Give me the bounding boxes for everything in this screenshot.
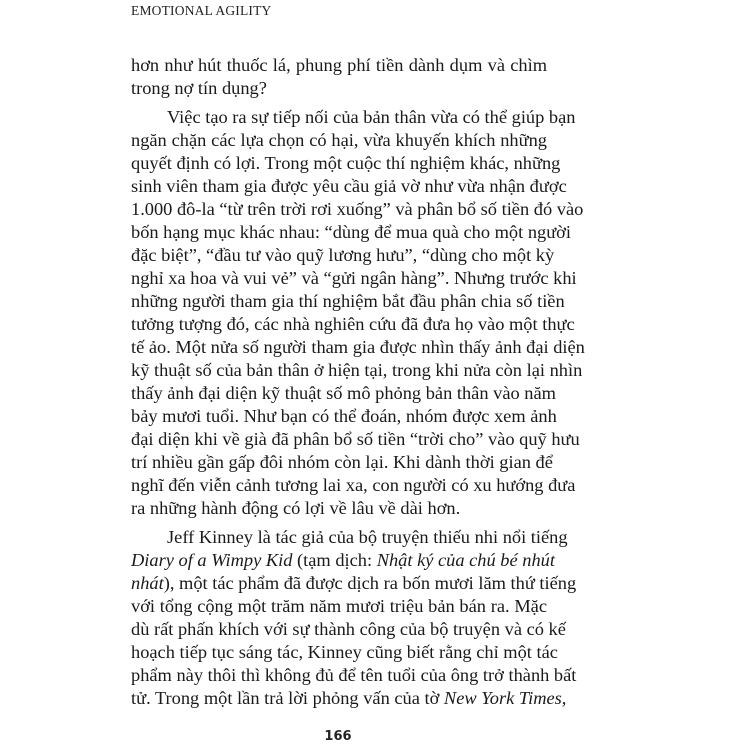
paragraph xyxy=(131,106,585,520)
text-line xyxy=(131,198,584,221)
text-line xyxy=(131,290,565,313)
text-line xyxy=(131,428,580,451)
text-segment: trong nợ tín dụng? xyxy=(131,78,267,98)
text-segment: ra những hành động có lợi về lâu về dài hơn. xyxy=(131,498,461,518)
text-segment: với tổng cộng một trăm năm mươi triệu bản bán ra. Mặc xyxy=(131,596,547,616)
italic-text: New York Times xyxy=(443,688,562,708)
italic-text: nhát xyxy=(131,573,164,593)
text-line xyxy=(131,54,547,77)
text-segment: Việc tạo ra sự tiếp nối của bản thân vừa có thể giúp bạn xyxy=(167,107,576,127)
text-line xyxy=(131,549,555,572)
text-segment: (tạm dịch: xyxy=(292,550,377,570)
paragraph xyxy=(131,526,577,710)
text-segment: bốn hạng mục khác nhau: “dùng để mua quà cho một người xyxy=(131,222,572,242)
text-segment: phẩm này thôi thì không đủ để tên tuổi của ông trở thành bất xyxy=(131,665,577,685)
text-segment: tử. Trong một lần trả lời phỏng vấn của tờ xyxy=(131,688,444,708)
text-segment: tưởng tượng đó, các nhà nghiên cứu đã đưa họ vào một thực xyxy=(131,314,575,334)
text-segment: Jeff Kinney là tác giả của bộ truyện thiếu nhi nổi tiếng xyxy=(167,527,568,547)
text-segment: ), một tác phẩm đã được dịch ra bốn mươi lăm thứ tiếng xyxy=(163,573,577,593)
text-segment: hoạch tiếp tục sáng tác, Kinney cũng biết rằng chỉ một tác xyxy=(131,642,558,662)
text-line xyxy=(131,106,576,129)
text-segment: nghỉ xa hoa và vui vẻ” và “gửi ngân hàng”. Nhưng trước khi xyxy=(131,268,577,288)
text-segment: ngăn chặn các lựa chọn có hại, vừa khuyến khích những xyxy=(131,130,547,150)
running-header: EMOTIONAL AGILITY xyxy=(131,3,272,18)
italic-text: Nhật ký của chú bé nhút xyxy=(376,550,555,570)
text-line xyxy=(131,526,568,549)
text-line xyxy=(131,267,577,290)
text-line xyxy=(131,221,572,244)
text-segment: thấy ảnh đại diện kỹ thuật số mô phỏng bản thân vào năm xyxy=(131,383,556,403)
text-segment: trí nhiều gần gấp đôi nhóm còn lại. Khi dành thời gian để xyxy=(131,452,553,472)
text-line xyxy=(131,77,547,100)
text-line xyxy=(131,244,555,267)
text-line xyxy=(131,336,585,359)
text-line xyxy=(131,595,547,618)
text-segment: đặc biệt”, “đầu tư vào quỹ lương hưu”, “dùng cho một kỳ xyxy=(131,245,555,265)
italic-text: Diary of a Wimpy Kid xyxy=(131,550,293,570)
text-segment: bảy mươi tuổi. Như bạn có thể đoán, nhóm được xem ảnh xyxy=(131,406,557,426)
text-segment: tế ảo. Một nửa số người tham gia được nhìn thấy ảnh đại diện xyxy=(131,337,585,357)
text-line xyxy=(131,664,577,687)
text-line xyxy=(131,313,575,336)
text-line xyxy=(131,175,567,198)
text-line xyxy=(131,618,566,641)
text-line xyxy=(131,572,577,595)
text-segment: dù rất phấn khích với sự thành công của bộ truyện và có kế xyxy=(131,619,566,639)
text-segment: nghĩ đến viễn cảnh tương lai xa, con người có xu hướng đưa xyxy=(131,475,576,495)
text-line xyxy=(131,497,547,520)
text-line xyxy=(131,382,556,405)
text-line xyxy=(131,129,547,152)
text-line xyxy=(131,451,553,474)
text-line xyxy=(131,687,567,710)
text-line xyxy=(131,359,583,382)
text-segment: hơn như hút thuốc lá, phung phí tiền dành dụm và chìm xyxy=(131,55,547,75)
paragraph xyxy=(131,54,547,100)
text-line xyxy=(131,641,558,664)
page-body xyxy=(131,54,585,716)
text-segment: đại diện khi về già đã phân bổ số tiền “trời cho” vào quỹ hưu xyxy=(131,429,580,449)
text-segment: sinh viên tham gia được yêu cầu giả vờ như vừa nhận được xyxy=(131,176,567,196)
text-segment: 1.000 đô-la “từ trên trời rơi xuống” và phân bổ số tiền đó vào xyxy=(131,199,584,219)
text-line xyxy=(131,474,576,497)
text-segment: kỹ thuật số của bản thân ở hiện tại, trong khi nửa còn lại nhìn xyxy=(131,360,583,380)
text-segment: những người tham gia thí nghiệm bắt đầu phân chia số tiền xyxy=(131,291,565,311)
text-line xyxy=(131,405,557,428)
text-segment: , xyxy=(561,688,567,708)
text-segment: quyết định có lợi. Trong một cuộc thí nghiệm khác, những xyxy=(131,153,561,173)
page-number: 166 xyxy=(324,729,352,744)
text-line xyxy=(131,152,561,175)
